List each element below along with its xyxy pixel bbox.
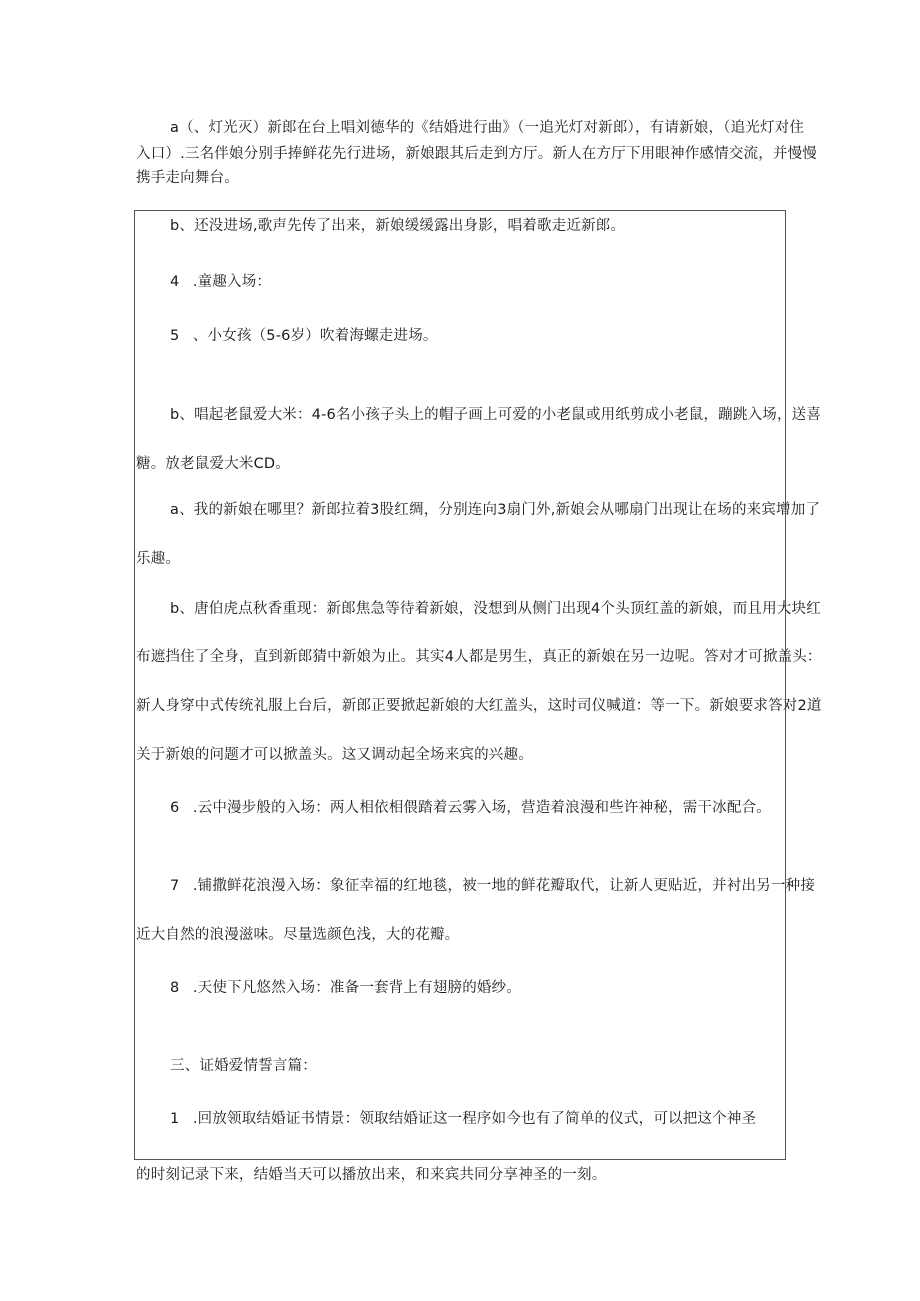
tang-line-2: 布遮挡住了全身，直到新郎猜中新娘为止。其实4人都是男生，真正的新娘在另一边呢。答对才可掀盖头： bbox=[136, 649, 822, 665]
item-8-text: .天使下凡悠然入场：准备一套背上有翅膀的婚纱。 bbox=[192, 980, 522, 996]
section-3-heading: 三、证婚爱情誓言篇： bbox=[170, 1058, 317, 1074]
item-5-text: 、小女孩（5-6岁）吹着海螺走进场。 bbox=[192, 328, 438, 344]
item-7-text: .铺撒鲜花浪漫入场：象征幸福的红地毯，被一地的鲜花瓣取代，让新人更贴近，并衬出另一种接 bbox=[192, 878, 816, 894]
song-entrance-line: b、还没进场,歌声先传了出来，新娘缓缓露出身影，唱着歌走近新郎。 bbox=[170, 218, 626, 234]
item-7-line-2: 近大自然的浪漫滋味。尽量选颜色浅，大的花瓣。 bbox=[136, 927, 460, 943]
item-1-number: 1 bbox=[170, 1111, 180, 1127]
item-4-text: .童趣入场： bbox=[192, 274, 272, 290]
tang-line-4: 关于新娘的问题才可以掀盖头。这又调动起全场来宾的兴趣。 bbox=[136, 747, 533, 763]
item-8 bbox=[170, 978, 521, 998]
item-5-number: 5 bbox=[170, 328, 180, 344]
mice-line-2: 糖。放老鼠爱大米CD。 bbox=[136, 456, 290, 472]
intro-line-1: a（、灯光灭）新郎在台上唱刘德华的《结婚进行曲》（一追光灯对新郎），有请新娘，（追光灯对住 bbox=[170, 120, 805, 136]
tang-line-1: b、唐伯虎点秋香重现：新郎焦急等待着新娘，没想到从侧门出现4个头顶红盖的新娘，而且用大块红 bbox=[170, 601, 821, 617]
item-7-number: 7 bbox=[170, 878, 180, 894]
bride-line-2: 乐趣。 bbox=[136, 551, 181, 567]
item-6-text: .云中漫步般的入场：两人相依相偎踏着云雾入场，营造着浪漫和些许神秘，需干冰配合。 bbox=[192, 800, 771, 816]
intro-line-3: 携手走向舞台。 bbox=[136, 170, 239, 186]
mice-line-1: b、唱起老鼠爱大米：4-6名小孩子头上的帽子画上可爱的小老鼠或用纸剪成小老鼠，蹦跳入场，送喜 bbox=[170, 407, 822, 423]
item-4 bbox=[170, 272, 271, 292]
item-8-number: 8 bbox=[170, 980, 180, 996]
bride-line-1: a、我的新娘在哪里？新郎拉着3股红绸，分别连向3扇门外,新娘会从哪扇门出现让在场的来宾增加了 bbox=[170, 502, 821, 518]
intro-line-2: 入口）.三名伴娘分别手捧鲜花先行进场，新娘跟其后走到方厅。新人在方厅下用眼神作感情交流，并慢慢 bbox=[136, 146, 818, 162]
item-7 bbox=[170, 876, 815, 896]
item-6 bbox=[170, 798, 771, 818]
item-1-text: .回放领取结婚证书情景：领取结婚证这一程序如今也有了简单的仪式，可以把这个神圣 bbox=[192, 1111, 757, 1127]
item-6-number: 6 bbox=[170, 800, 180, 816]
outro-line-1: 的时刻记录下来，结婚当天可以播放出来，和来宾共同分享神圣的一刻。 bbox=[136, 1167, 607, 1183]
item-5 bbox=[170, 326, 438, 346]
item-1 bbox=[170, 1109, 756, 1129]
content-frame bbox=[134, 210, 786, 1160]
tang-line-3: 新人身穿中式传统礼服上台后，新郎正要掀起新娘的大红盖头，这时司仪喊道：等一下。新娘要求答对2道 bbox=[136, 698, 822, 714]
item-4-number: 4 bbox=[170, 274, 180, 290]
